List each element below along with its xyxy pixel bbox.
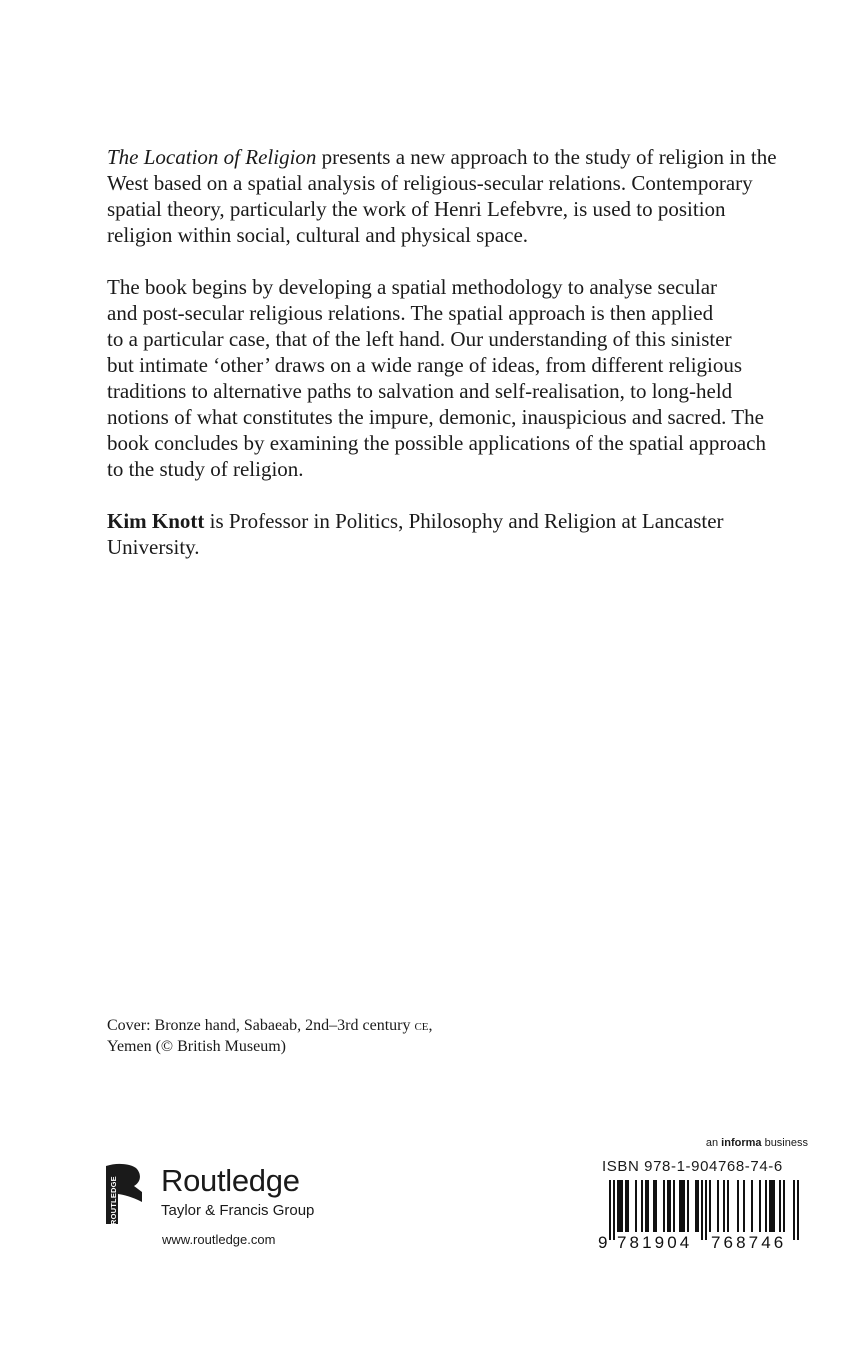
barcode-bar <box>751 1180 753 1232</box>
author-bio-line: University. <box>107 535 200 559</box>
isbn-label: ISBN 978-1-904768-74-6 <box>602 1158 783 1175</box>
barcode-bar <box>625 1180 627 1232</box>
barcode-bar <box>679 1180 681 1232</box>
author-name: Kim Knott <box>107 509 205 533</box>
barcode-bar <box>723 1180 725 1232</box>
routledge-logo-mark <box>104 1162 144 1228</box>
barcode-bar <box>793 1180 795 1240</box>
barcode-digits: 9 <box>598 1233 611 1252</box>
blurb-line: but intimate ‘other’ draws on a wide range of ideas, from different religious <box>107 353 743 377</box>
barcode-bar <box>609 1180 611 1240</box>
blurb-line: religion within social, cultural and physical space. <box>107 223 529 247</box>
barcode-bar <box>613 1180 615 1240</box>
barcode-bar <box>641 1180 643 1232</box>
barcode-bar <box>737 1180 739 1232</box>
barcode-bar <box>709 1180 711 1232</box>
barcode-bar <box>617 1180 619 1232</box>
book-title: The Location of Religion <box>107 145 317 169</box>
blurb-line: The Location of Religion presents a new approach to the study of religion in the <box>107 145 777 169</box>
barcode-bar <box>645 1180 647 1232</box>
barcode-bar <box>695 1180 697 1232</box>
blurb-line: to a particular case, that of the left hand. Our understanding of this sinister <box>107 327 732 351</box>
blurb-line: to the study of religion. <box>107 457 304 481</box>
barcode-bar <box>621 1180 623 1232</box>
routledge-logo <box>104 1162 364 1232</box>
publisher-group: Taylor & Francis Group <box>161 1202 315 1219</box>
blurb-line: West based on a spatial analysis of religious-secular relations. Contemporary <box>107 171 753 195</box>
barcode-bar <box>765 1180 767 1232</box>
barcode-bar <box>697 1180 699 1232</box>
blurb-line: traditions to alternative paths to salvation and self-realisation, to long-held <box>107 379 733 403</box>
blurb-line: notions of what constitutes the impure, demonic, inauspicious and sacred. The <box>107 405 764 429</box>
informa-brand: informa <box>721 1137 762 1149</box>
cover-credit <box>107 1015 433 1057</box>
back-cover-blurb <box>107 144 827 560</box>
barcode-bar <box>743 1180 745 1232</box>
author-bio-line: Kim Knott is Professor in Politics, Philosophy and Religion at Lancaster <box>107 509 724 533</box>
barcode-bar <box>783 1180 785 1232</box>
barcode-bar <box>771 1180 773 1232</box>
barcode-bar <box>663 1180 665 1232</box>
barcode-bar <box>619 1180 621 1232</box>
blurb-line: spatial theory, particularly the work of Henri Lefebvre, is used to position <box>107 197 726 221</box>
barcode-bar <box>627 1180 629 1232</box>
cover-credit-line: Yemen (© British Museum) <box>107 1038 286 1055</box>
barcode-bar <box>717 1180 719 1232</box>
routledge-vertical-wordmark: ROUTLEDGE <box>109 1176 118 1225</box>
barcode-bar <box>667 1180 669 1232</box>
barcode-bar <box>779 1180 781 1232</box>
barcode-bar <box>655 1180 657 1232</box>
barcode-bar <box>701 1180 703 1240</box>
cover-credit-line: Cover: Bronze hand, Sabaeab, 2nd–3rd century ce, <box>107 1017 433 1034</box>
barcode-digits: 768746 <box>711 1233 787 1252</box>
barcode-bar <box>705 1180 707 1240</box>
barcode-bar <box>797 1180 799 1240</box>
blurb-line: The book begins by developing a spatial methodology to analyse secular <box>107 275 718 299</box>
barcode-bar <box>773 1180 775 1232</box>
barcode-bar <box>647 1180 649 1232</box>
isbn-barcode <box>598 1180 810 1252</box>
barcode-bar <box>759 1180 761 1232</box>
barcode-bar <box>769 1180 771 1232</box>
barcode-bar <box>727 1180 729 1232</box>
barcode-bar <box>681 1180 683 1232</box>
barcode-bar <box>669 1180 671 1232</box>
barcode-digits: 781904 <box>617 1233 693 1252</box>
blurb-line: and post-secular religious relations. The spatial approach is then applied <box>107 301 714 325</box>
barcode-bar <box>635 1180 637 1232</box>
barcode-bar <box>683 1180 685 1232</box>
informa-tagline: an informa business <box>705 1137 808 1149</box>
publisher-website: www.routledge.com <box>162 1232 276 1247</box>
barcode-bar <box>653 1180 655 1232</box>
barcode-bar <box>673 1180 675 1232</box>
blurb-line: book concludes by examining the possible applications of the spatial approach <box>107 431 766 455</box>
publisher-name: Routledge <box>161 1163 300 1198</box>
barcode-bar <box>687 1180 689 1232</box>
